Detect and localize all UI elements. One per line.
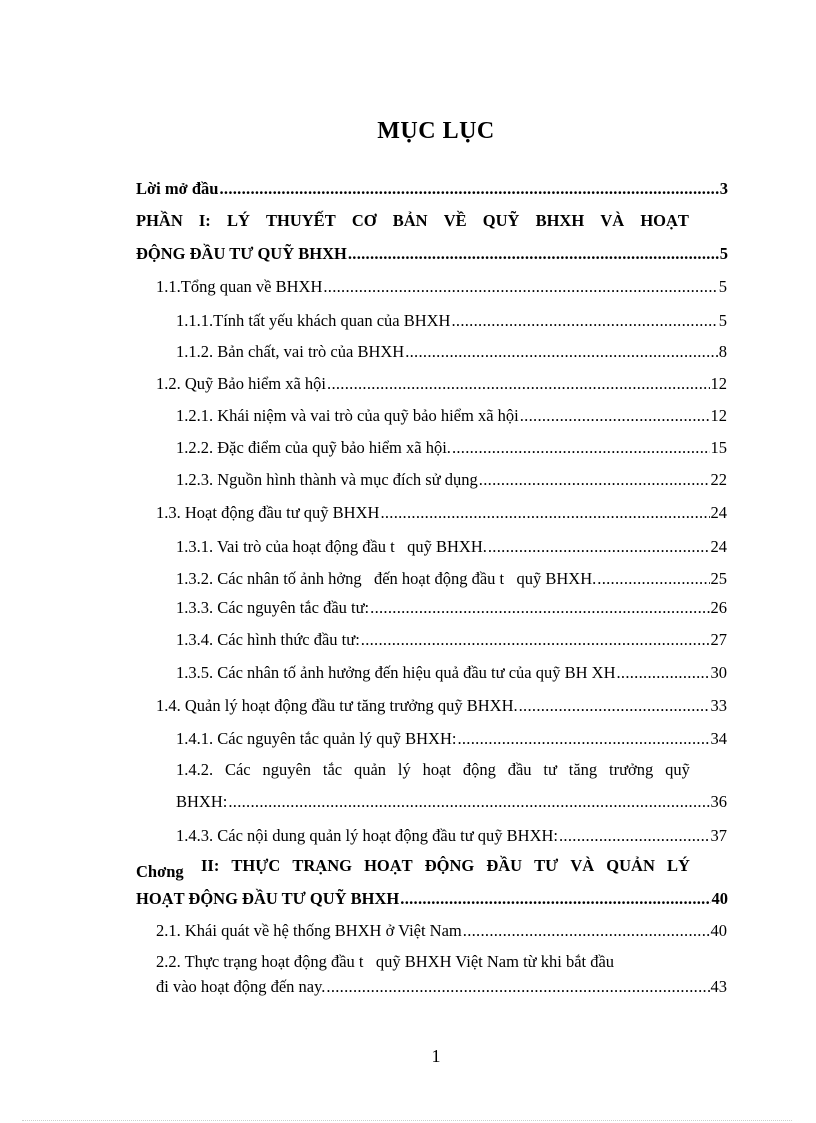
- word: VÀ: [570, 856, 595, 875]
- toc-page-number: 33: [710, 696, 727, 715]
- toc-leader-dots: [326, 977, 709, 997]
- word: TRẠNG: [292, 856, 352, 875]
- word: TƯ: [534, 856, 559, 875]
- word: động: [462, 760, 496, 779]
- toc-page-number: 27: [710, 630, 727, 649]
- word: THUYẾT: [266, 211, 336, 230]
- toc-page-number: 12: [710, 406, 727, 425]
- toc-label: 1.3.3. Các nguyên tắc đầu tư:: [176, 598, 370, 617]
- toc-page-number: 22: [710, 470, 727, 489]
- toc-page-number: 8: [718, 342, 727, 361]
- toc-page-number: 26: [710, 598, 727, 617]
- toc-label: 1.1.1.Tính tất yếu khách quan của BHXH: [176, 311, 451, 330]
- toc-entry-1-3-4[interactable]: [176, 630, 727, 650]
- word: quản: [353, 760, 387, 779]
- toc-page-number: 43: [710, 977, 727, 996]
- toc-label: 2.1. Khái quát về hệ thống BHXH ở Việt Nam: [156, 921, 462, 940]
- toc-leader-dots: [400, 889, 710, 909]
- toc-label: 1.1.Tổng quan về BHXH: [156, 277, 323, 296]
- toc-page-number: 34: [710, 729, 727, 748]
- toc-part2-prefix: Chơng: [136, 862, 184, 881]
- toc-page-number: 15: [710, 438, 727, 457]
- word: tắc: [322, 760, 343, 779]
- word: BHXH: [535, 211, 585, 230]
- word: LÝ: [666, 856, 690, 875]
- toc-leader-dots: [488, 537, 710, 557]
- toc-label: 1.4.1. Các nguyên tắc quản lý quỹ BHXH:: [176, 729, 457, 748]
- toc-label: 1.4. Quản lý hoạt động đầu tư tăng trưởng quỹ BHXH.: [156, 696, 518, 715]
- toc-leader-dots: [361, 630, 710, 650]
- toc-entry-1-4[interactable]: [156, 696, 727, 716]
- toc-leader-dots: [463, 921, 710, 941]
- toc-page-number: 3: [719, 179, 728, 198]
- toc-entry-1-3-5[interactable]: [176, 663, 727, 683]
- word: tăng: [568, 760, 598, 779]
- toc-entry-1-4-2-line2[interactable]: [176, 792, 727, 812]
- toc-label: 1.2.1. Khái niệm và vai trò của quỹ bảo hiểm xã hội: [176, 406, 519, 425]
- toc-label: HOẠT ĐỘNG ĐẦU TƯ QUỸ BHXH: [136, 889, 400, 908]
- toc-entry-1-4-2-line1[interactable]: [176, 760, 690, 780]
- toc-label: 1.3.2. Các nhân tố ảnh hởng đến hoạt động đầu t quỹ BHXH.: [176, 569, 597, 588]
- toc-entry-intro[interactable]: [136, 179, 728, 199]
- toc-entry-part1-line2[interactable]: [136, 244, 728, 264]
- toc-label: 1.3.1. Vai trò của hoạt động đầu t quỹ BHXH.: [176, 537, 487, 556]
- word: trưởng: [609, 760, 654, 779]
- toc-entry-1-1[interactable]: [156, 277, 727, 297]
- word: II:: [201, 856, 220, 875]
- toc-page-number: 36: [710, 792, 727, 811]
- word: BẢN: [392, 211, 428, 230]
- toc-page-number: 40: [711, 889, 728, 908]
- toc-leader-dots: [452, 438, 710, 458]
- toc-entry-1-4-1[interactable]: [176, 729, 727, 749]
- toc-leader-dots: [520, 406, 710, 426]
- toc-entry-1-2-2[interactable]: [176, 438, 727, 458]
- toc-leader-dots: [597, 569, 709, 589]
- toc-entry-part2-line1[interactable]: [201, 856, 690, 876]
- word: quỹ: [665, 760, 690, 779]
- toc-leader-dots: [219, 179, 718, 199]
- toc-leader-dots: [405, 342, 718, 362]
- toc-page-number: 5: [718, 277, 727, 296]
- word: ĐẦU: [486, 856, 523, 875]
- word: LÝ: [226, 211, 250, 230]
- toc-label: 1.3.4. Các hình thức đầu tư:: [176, 630, 360, 649]
- toc-entry-1-2-3[interactable]: [176, 470, 727, 490]
- word: hoạt: [422, 760, 451, 779]
- toc-entry-2-2-line2[interactable]: [156, 977, 727, 997]
- toc-page-number: 30: [710, 663, 727, 682]
- toc-label: 1.3. Hoạt động đầu tư quỹ BHXH: [156, 503, 380, 522]
- toc-leader-dots: [327, 374, 709, 394]
- toc-leader-dots: [559, 826, 710, 846]
- word: nguyên: [262, 760, 312, 779]
- toc-leader-dots: [457, 729, 709, 749]
- toc-entry-1-4-3[interactable]: [176, 826, 727, 846]
- toc-entry-1-2[interactable]: [156, 374, 727, 394]
- toc-leader-dots: [380, 503, 709, 523]
- toc-entry-1-3-2[interactable]: [176, 569, 727, 589]
- toc-page-number: 12: [710, 374, 727, 393]
- word: HOẠT: [640, 211, 689, 230]
- toc-label: BHXH:: [176, 792, 228, 811]
- toc-entry-part1-line1[interactable]: [136, 211, 689, 231]
- toc-leader-dots: [616, 663, 709, 683]
- toc-entry-1-3-1[interactable]: [176, 537, 727, 557]
- toc-page-number: 40: [710, 921, 727, 940]
- word: HOẠT: [364, 856, 413, 875]
- toc-page-number: 24: [710, 537, 727, 556]
- word: VÀ: [600, 211, 625, 230]
- toc-leader-dots: [370, 598, 709, 618]
- toc-entry-1-1-1[interactable]: [176, 311, 727, 331]
- word: đầu: [507, 760, 532, 779]
- toc-label: 1.2. Quỹ Bảo hiểm xã hội: [156, 374, 327, 393]
- word: QUỸ: [482, 211, 520, 230]
- word: PHẦN: [136, 211, 183, 230]
- toc-leader-dots: [451, 311, 717, 331]
- toc-leader-dots: [228, 792, 709, 812]
- toc-label: 1.4.3. Các nội dung quản lý hoạt động đầu tư quỹ BHXH:: [176, 826, 558, 845]
- toc-entry-1-2-1[interactable]: [176, 406, 727, 426]
- toc-label: 1.2.2. Đặc điểm của quỹ bảo hiểm xã hội.: [176, 438, 451, 457]
- toc-leader-dots: [348, 244, 719, 264]
- toc-entry-2-1[interactable]: [156, 921, 727, 941]
- toc-label: 1.2.3. Nguồn hình thành và mục đích sử dụng: [176, 470, 478, 489]
- word: VỀ: [443, 211, 467, 230]
- page-bottom-divider: [22, 1120, 792, 1121]
- toc-entry-2-2-line1[interactable]: 2.2. Thực trạng hoạt động đầu t quỹ BHXH Việt Nam từ khi bắt đầu: [156, 952, 615, 971]
- toc-page-number: 5: [719, 244, 728, 263]
- word: I:: [198, 211, 211, 230]
- word: lý: [397, 760, 411, 779]
- toc-label: đi vào hoạt động đến nay.: [156, 977, 326, 996]
- toc-label: Lời mở đầu: [136, 179, 219, 198]
- toc-leader-dots: [519, 696, 710, 716]
- word: tư: [543, 760, 557, 779]
- word: QUẢN: [606, 856, 655, 875]
- toc-label: 1.3.5. Các nhân tố ảnh hưởng đến hiệu quả đầu tư của quỹ BH XH: [176, 663, 616, 682]
- page-title: MỤC LỤC: [377, 118, 495, 144]
- toc-leader-dots: [479, 470, 710, 490]
- toc-entry-1-3[interactable]: [156, 503, 727, 523]
- word: Các: [224, 760, 251, 779]
- word: THỰC: [231, 856, 281, 875]
- toc-page-number: 5: [718, 311, 727, 330]
- toc-page-number: 25: [710, 569, 727, 588]
- word: CƠ: [351, 211, 377, 230]
- word: ĐỘNG: [424, 856, 475, 875]
- word: 1.4.2.: [176, 760, 214, 779]
- toc-entry-part2-line2[interactable]: [136, 889, 728, 909]
- toc-label: ĐỘNG ĐẦU TƯ QUỸ BHXH: [136, 244, 347, 263]
- toc-entry-1-3-3[interactable]: [176, 598, 727, 618]
- toc-page-number: 37: [710, 826, 727, 845]
- toc-page-number: 24: [710, 503, 727, 522]
- toc-label: 1.1.2. Bản chất, vai trò của BHXH: [176, 342, 405, 361]
- toc-leader-dots: [323, 277, 717, 297]
- page-number: 1: [431, 1046, 441, 1066]
- toc-entry-1-1-2[interactable]: [176, 342, 727, 362]
